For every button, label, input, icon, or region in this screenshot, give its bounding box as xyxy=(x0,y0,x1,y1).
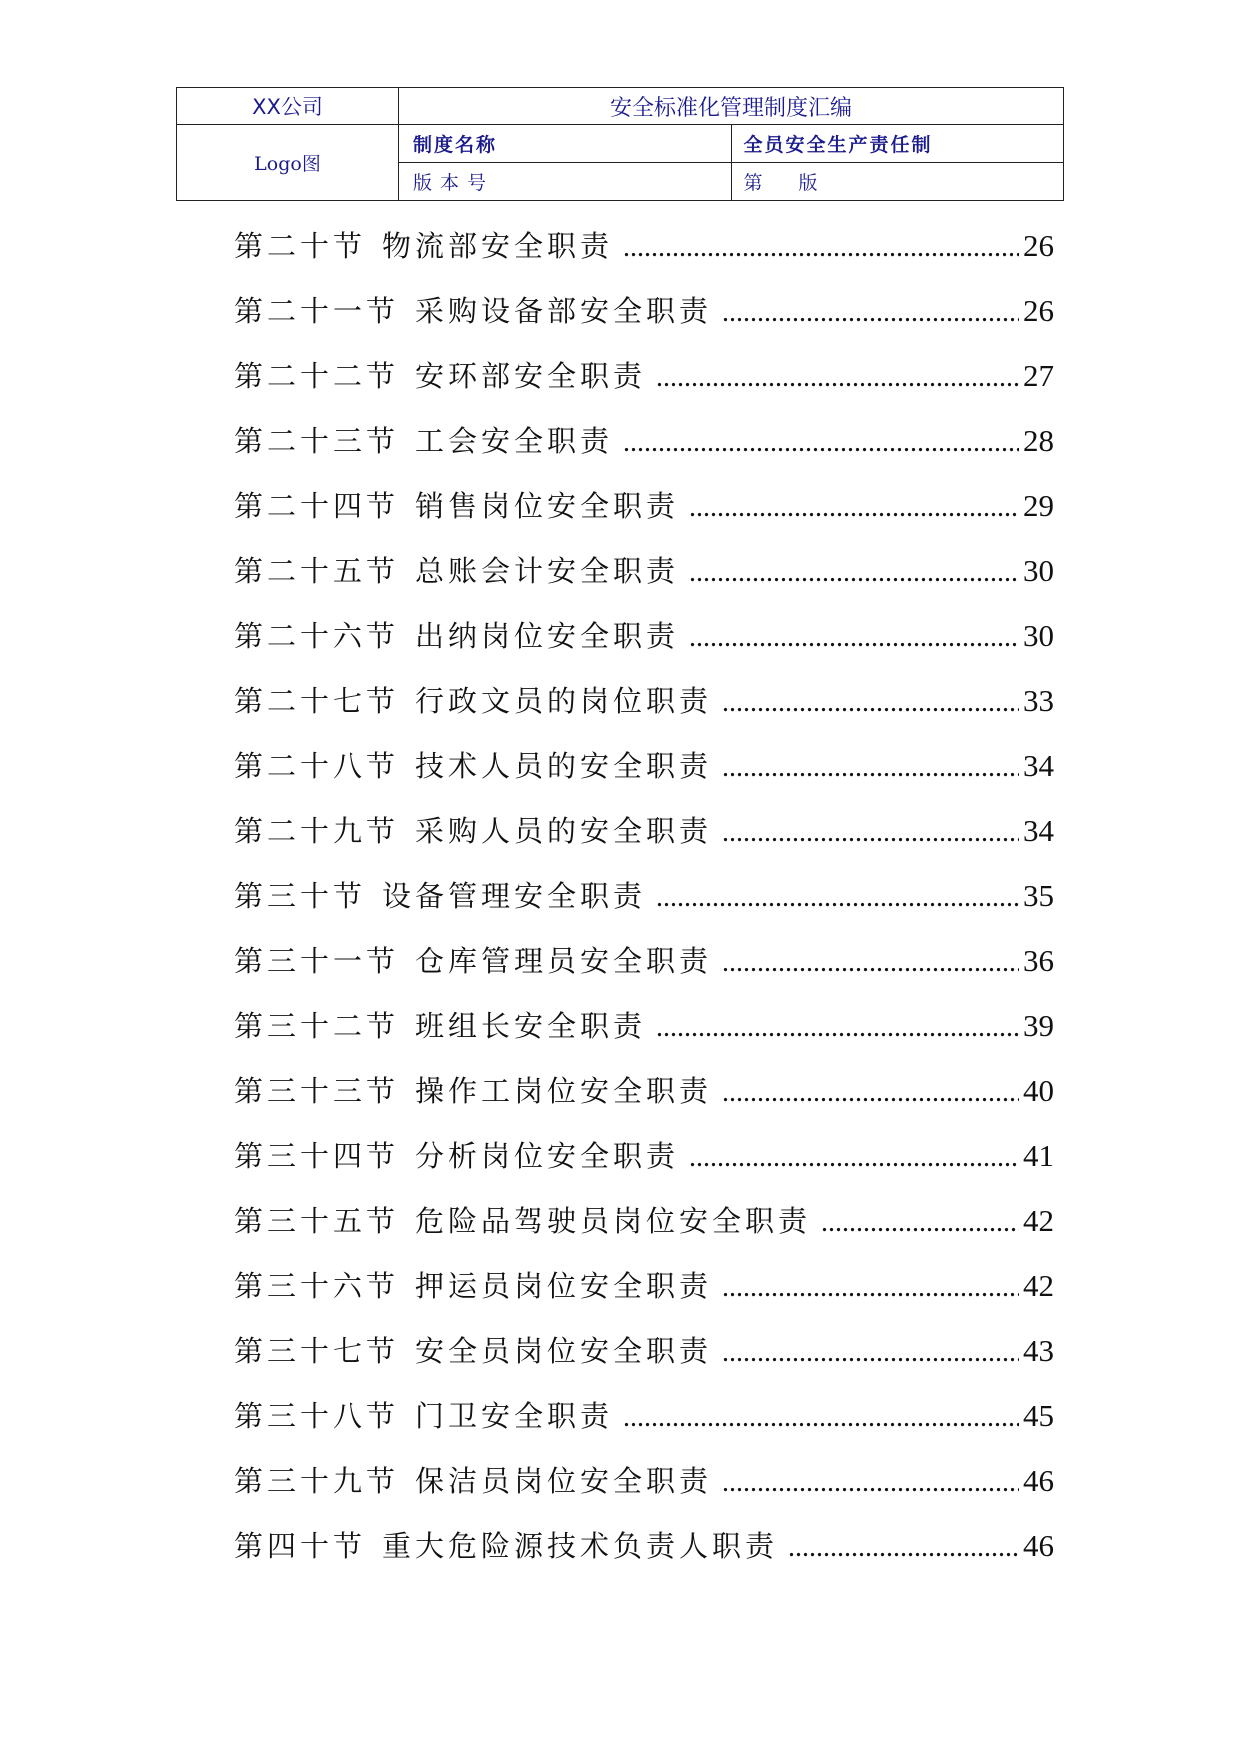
toc-section-number: 第三十二节 xyxy=(234,1009,400,1043)
toc-leader-dots xyxy=(722,817,1019,849)
toc-section-number: 第四十节 xyxy=(234,1529,367,1563)
toc-page-number: 42 xyxy=(1023,1203,1054,1238)
toc-entry[interactable] xyxy=(234,874,1054,939)
toc-page-number: 46 xyxy=(1023,1463,1054,1498)
toc-section-title: 危险品驾驶员岗位安全职责 xyxy=(415,1204,812,1238)
toc-entry[interactable] xyxy=(234,484,1054,549)
toc-section-title: 总账会计安全职责 xyxy=(415,554,680,588)
toc-section-number: 第三十八节 xyxy=(234,1399,400,1433)
toc-entry[interactable] xyxy=(234,1524,1054,1589)
toc-entry[interactable] xyxy=(234,224,1054,289)
toc-section-number: 第二十八节 xyxy=(234,749,400,783)
toc-section-number: 第三十节 xyxy=(234,879,367,913)
toc-section-number: 第三十九节 xyxy=(234,1464,400,1498)
toc-leader-dots xyxy=(656,362,1019,394)
toc-page-number: 27 xyxy=(1023,358,1054,393)
toc-entry[interactable] xyxy=(234,679,1054,744)
toc-page-number: 29 xyxy=(1023,488,1054,523)
toc-section-number: 第二十节 xyxy=(234,229,367,263)
regulation-name-label: 制度名称 xyxy=(399,125,732,163)
toc-entry[interactable] xyxy=(234,1394,1054,1459)
version-suffix: 版 xyxy=(798,172,820,194)
toc-leader-dots xyxy=(722,1077,1019,1109)
toc-leader-dots xyxy=(722,752,1019,784)
regulation-name-value: 全员安全生产责任制 xyxy=(731,125,1064,163)
toc-entry[interactable] xyxy=(234,419,1054,484)
toc-leader-dots xyxy=(656,1012,1019,1044)
toc-section-title: 技术人员的安全职责 xyxy=(415,749,713,783)
toc-entry[interactable] xyxy=(234,289,1054,354)
toc-section-title: 安全员岗位安全职责 xyxy=(415,1334,713,1368)
toc-page-number: 39 xyxy=(1023,1008,1054,1043)
toc-page-number: 46 xyxy=(1023,1528,1054,1563)
toc-section-number: 第三十五节 xyxy=(234,1204,400,1238)
toc-leader-dots xyxy=(722,947,1019,979)
toc-section-title: 行政文员的岗位职责 xyxy=(415,684,713,718)
toc-entry[interactable] xyxy=(234,1004,1054,1069)
toc-entry[interactable] xyxy=(234,354,1054,419)
toc-page-number: 26 xyxy=(1023,293,1054,328)
toc-section-title: 仓库管理员安全职责 xyxy=(415,944,713,978)
toc-section-number: 第二十四节 xyxy=(234,489,400,523)
toc-section-title: 销售岗位安全职责 xyxy=(415,489,680,523)
toc-page-number: 42 xyxy=(1023,1268,1054,1303)
toc-section-title: 采购人员的安全职责 xyxy=(415,814,713,848)
toc-page-number: 28 xyxy=(1023,423,1054,458)
toc-section-title: 操作工岗位安全职责 xyxy=(415,1074,713,1108)
toc-page-number: 40 xyxy=(1023,1073,1054,1108)
toc-leader-dots xyxy=(689,557,1019,589)
toc-entry[interactable] xyxy=(234,614,1054,679)
toc-leader-dots xyxy=(689,492,1019,524)
toc-entry[interactable] xyxy=(234,1329,1054,1394)
version-label: 版本号 xyxy=(399,163,732,201)
toc-section-title: 重大危险源技术负责人职责 xyxy=(382,1529,779,1563)
toc-section-number: 第三十三节 xyxy=(234,1074,400,1108)
toc-entry[interactable] xyxy=(234,1199,1054,1264)
toc-entry[interactable] xyxy=(234,1069,1054,1134)
table-of-contents xyxy=(234,224,1054,1589)
toc-entry[interactable] xyxy=(234,939,1054,1004)
toc-page-number: 45 xyxy=(1023,1398,1054,1433)
toc-page-number: 43 xyxy=(1023,1333,1054,1368)
document-header-table xyxy=(176,87,1064,201)
toc-leader-dots xyxy=(722,297,1019,329)
toc-page-number: 34 xyxy=(1023,813,1054,848)
toc-entry[interactable] xyxy=(234,1459,1054,1524)
toc-section-title: 采购设备部安全职责 xyxy=(415,294,713,328)
toc-entry[interactable] xyxy=(234,809,1054,874)
toc-leader-dots xyxy=(689,622,1019,654)
toc-section-title: 门卫安全职责 xyxy=(415,1399,614,1433)
toc-leader-dots xyxy=(656,882,1019,914)
toc-page-number: 30 xyxy=(1023,618,1054,653)
version-prefix: 第 xyxy=(743,172,765,194)
toc-section-number: 第三十七节 xyxy=(234,1334,400,1368)
toc-section-title: 分析岗位安全职责 xyxy=(415,1139,680,1173)
toc-section-number: 第二十二节 xyxy=(234,359,400,393)
toc-entry[interactable] xyxy=(234,744,1054,809)
toc-leader-dots xyxy=(623,427,1019,459)
toc-section-number: 第二十九节 xyxy=(234,814,400,848)
toc-section-title: 押运员岗位安全职责 xyxy=(415,1269,713,1303)
toc-section-number: 第二十三节 xyxy=(234,424,400,458)
toc-page-number: 34 xyxy=(1023,748,1054,783)
toc-page-number: 41 xyxy=(1023,1138,1054,1173)
toc-leader-dots xyxy=(722,1272,1019,1304)
toc-section-title: 保洁员岗位安全职责 xyxy=(415,1464,713,1498)
toc-entry[interactable] xyxy=(234,1264,1054,1329)
toc-page-number: 36 xyxy=(1023,943,1054,978)
version-value xyxy=(731,163,1064,201)
company-name: XX公司 xyxy=(177,88,399,125)
toc-leader-dots xyxy=(623,232,1019,264)
toc-leader-dots xyxy=(689,1142,1019,1174)
toc-section-title: 工会安全职责 xyxy=(415,424,614,458)
toc-section-number: 第二十一节 xyxy=(234,294,400,328)
manual-title: 安全标准化管理制度汇编 xyxy=(399,88,1064,125)
toc-entry[interactable] xyxy=(234,549,1054,614)
toc-page-number: 33 xyxy=(1023,683,1054,718)
toc-section-title: 出纳岗位安全职责 xyxy=(415,619,680,653)
toc-leader-dots xyxy=(623,1402,1019,1434)
toc-page-number: 30 xyxy=(1023,553,1054,588)
toc-section-number: 第二十七节 xyxy=(234,684,400,718)
toc-page-number: 26 xyxy=(1023,228,1054,263)
toc-section-number: 第二十六节 xyxy=(234,619,400,653)
toc-leader-dots xyxy=(722,1467,1019,1499)
toc-leader-dots xyxy=(722,687,1019,719)
toc-entry[interactable] xyxy=(234,1134,1054,1199)
toc-section-number: 第三十六节 xyxy=(234,1269,400,1303)
toc-section-number: 第二十五节 xyxy=(234,554,400,588)
toc-section-title: 设备管理安全职责 xyxy=(382,879,647,913)
toc-leader-dots xyxy=(821,1207,1019,1239)
toc-leader-dots xyxy=(788,1532,1019,1564)
toc-section-number: 第三十四节 xyxy=(234,1139,400,1173)
toc-section-title: 物流部安全职责 xyxy=(382,229,614,263)
toc-page-number: 35 xyxy=(1023,878,1054,913)
toc-leader-dots xyxy=(722,1337,1019,1369)
toc-section-number: 第三十一节 xyxy=(234,944,400,978)
toc-section-title: 班组长安全职责 xyxy=(415,1009,647,1043)
logo-placeholder: Logo图 xyxy=(177,125,399,201)
toc-section-title: 安环部安全职责 xyxy=(415,359,647,393)
